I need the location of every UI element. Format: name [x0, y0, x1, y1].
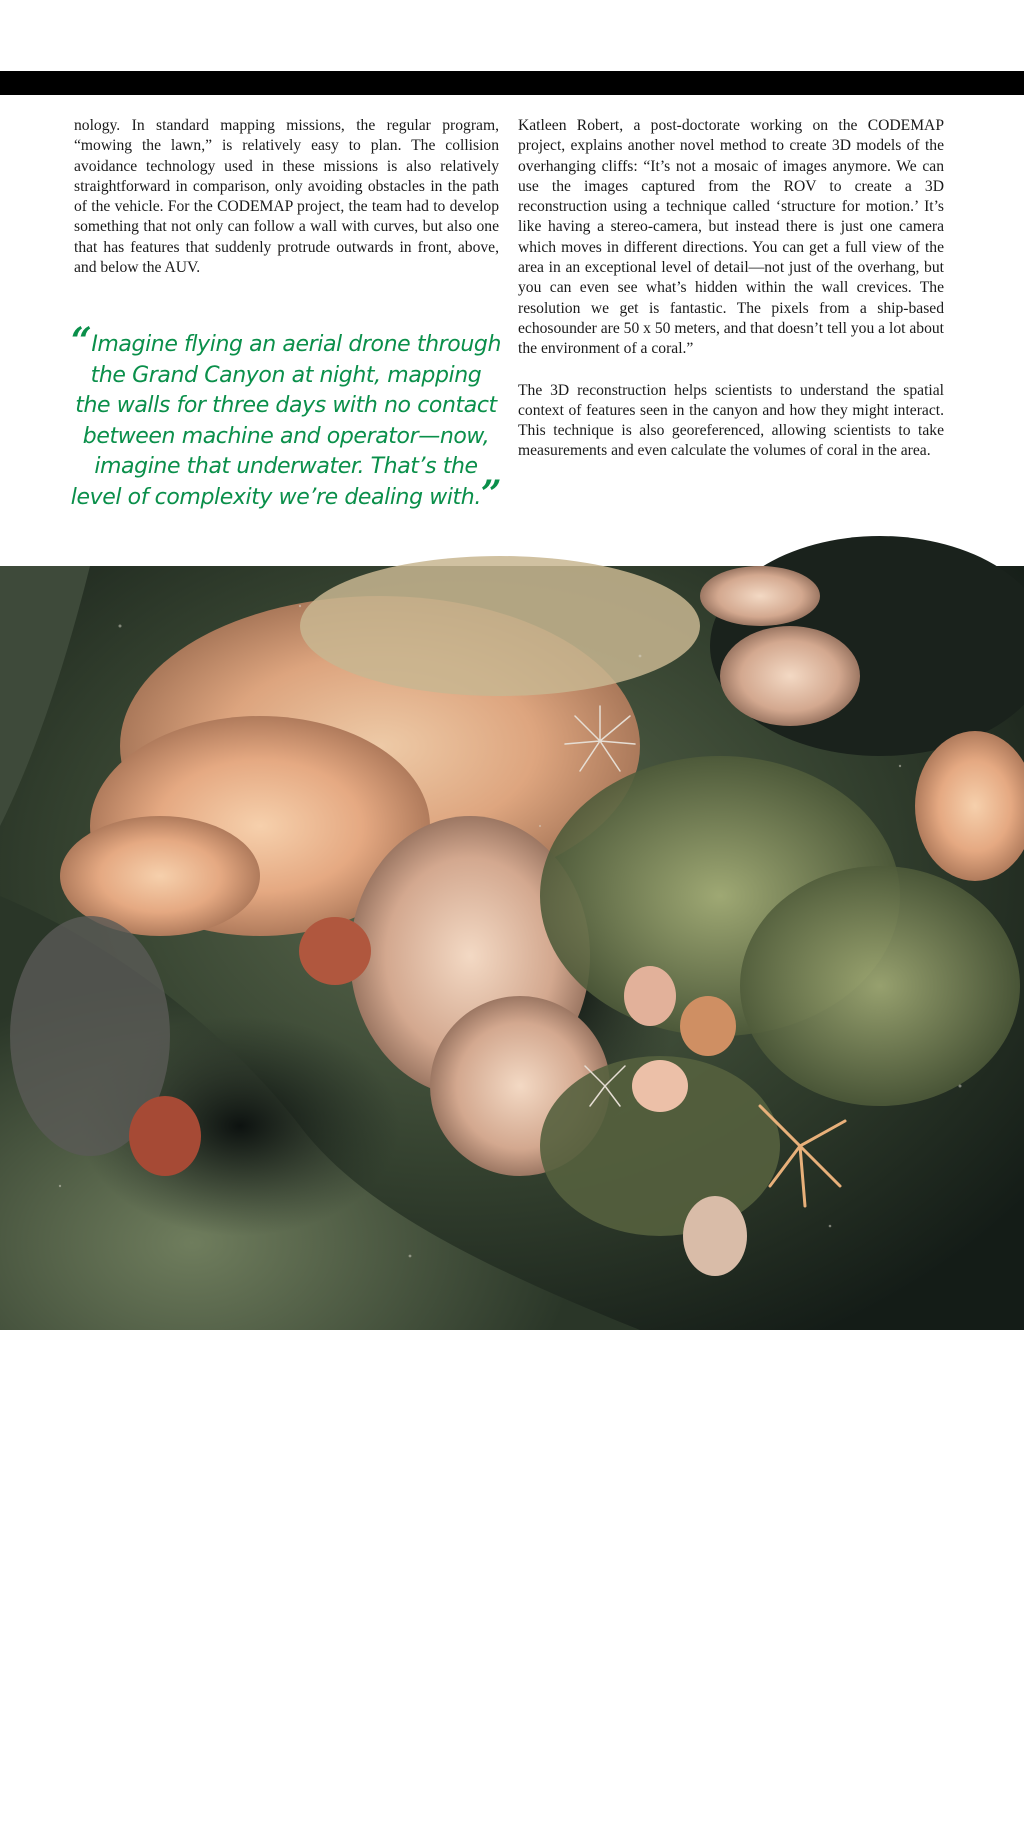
article-paragraph: Katleen Robert, a post-doctorate working on the CODEMAP project, explains another novel method to create 3D models of the overhanging cliffs: “It’s not a mosaic of images anymore. We can use the images captured from the ROV to create a 3D reconstruction using a technique called ‘structure for motion.’ It’s like having a stereo-camera, but instead there is just one camera which moves in different directions. You can get a full view of the area in an exceptional level of detail—not just of the overhang, but you can even see what’s hidden within the wall crevices. The resolution we get is fantastic. The pixels from a ship-based echosounder are 50 x 50 meters, and that doesn’t tell you a lot about the environment of a coral.” [518, 117, 944, 358]
pull-quote-text: Imagine flying an aerial drone through the Grand Canyon at night, mapping the walls for three days with no contact between machine and operator—now, imagine that underwater. That’s the level of complexity we’re dealing with. [70, 332, 501, 510]
magazine-name: eco [840, 1819, 872, 1839]
article-paragraph: The 3D reconstruction helps scientists to understand the spatial context of features seen in the canyon and how they might interact. This technique is also georeferenced, allowing scientists to take measurements and even calculate the volumes of coral in the area. [518, 381, 944, 460]
pull-quote-open-mark: “ [71, 320, 92, 362]
article-paragraph: nology. In standard mapping missions, the regular program, “mowing the lawn,” is relatively easy to plan. The collision avoidance technology used in these missions is also relatively straightforward in comparison, only avoiding obstacles in the path of the vehicle. For the CODEMAP project, the team had to develop something that not only can follow a wall with curves, but also one that has features that suddenly protrude outwards in front, above, and below the AUV. [74, 117, 499, 277]
page-folio [840, 1815, 996, 1841]
page-number: 49 [971, 1815, 996, 1840]
article-column-left [74, 116, 499, 278]
article-column-right [518, 116, 944, 462]
header-bar [0, 71, 1024, 95]
pull-quote [70, 320, 502, 515]
pull-quote-close-mark: ” [480, 472, 502, 515]
coral-reef-photo [0, 566, 1024, 1840]
issue-date: MAY 2017 [877, 1820, 958, 1839]
